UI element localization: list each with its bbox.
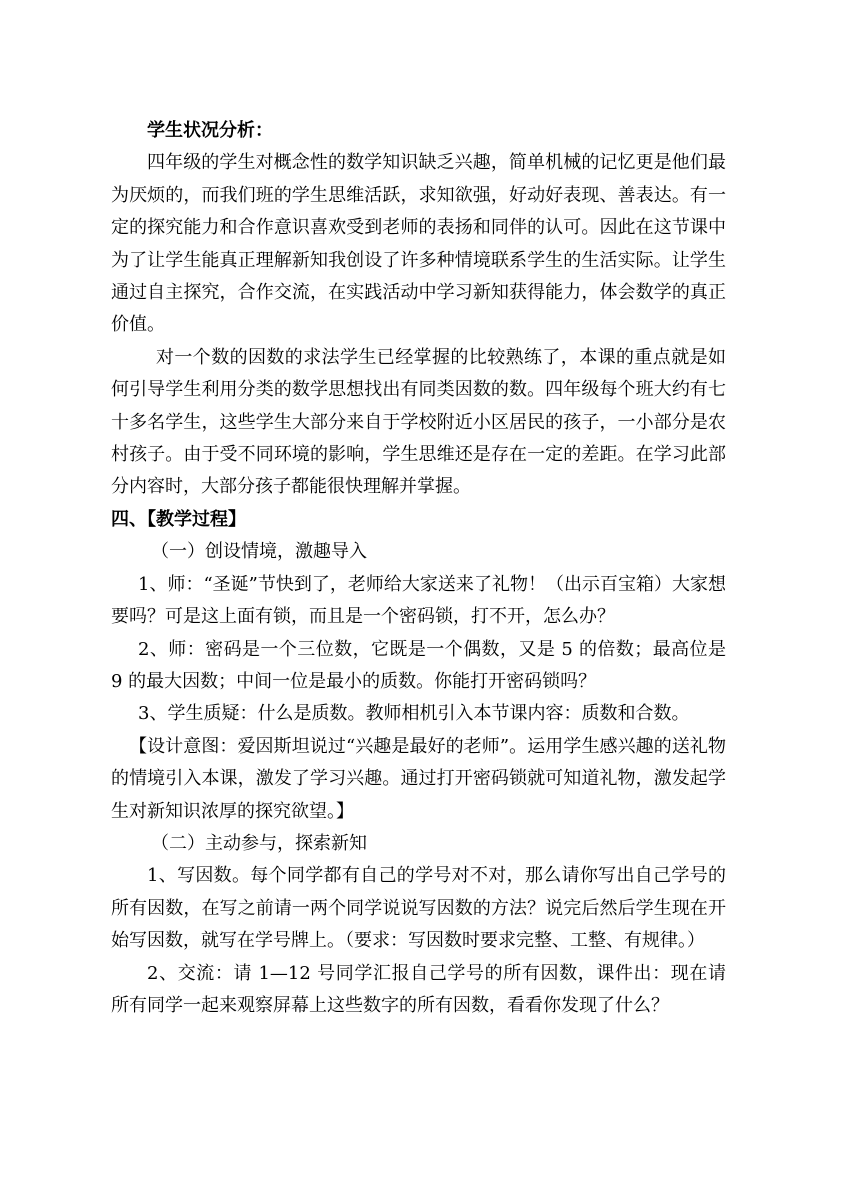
part-1-item-2: 2、师：密码是一个三位数，它既是一个偶数，又是 5 的倍数；最高位是 9 的最大因数；中间一位是最小的质数。你能打开密码锁吗？ [111, 638, 726, 692]
part-1-item-3: 3、学生质疑：什么是质数。教师相机引入本节课内容：质数和合数。 [138, 703, 690, 725]
part-1-item-1: 1、师：“圣诞”节快到了，老师给大家送来了礼物！（出示百宝箱）大家想要吗？可是这上面有锁，而且是一个密码锁，打不开，怎么办？ [111, 573, 726, 628]
document-body [111, 115, 726, 1022]
part-2-item-1: 1、写因数。每个同学都有自己的学号对不对，那么请你写出自己学号的所有因数，在写之前请一两个同学说说写因数的方法？说完后然后学生现在开始写因数，就写在学号牌上。（要求：写因数时要求完整、工整、有规律。） [111, 865, 726, 952]
design-intent: 【设计意图：爱因斯坦说过“兴趣是最好的老师”。运用学生感兴趣的送礼物的情境引入本课，激发了学习兴趣。通过打开密码锁就可知道礼物，激发起学生对新知识浓厚的探究欲望。】 [111, 735, 726, 822]
part-2-item-2: 2、交流：请 1—12 号同学汇报自己学号的所有因数，课件出：现在请所有同学一起来观察屏幕上这些数字的所有因数，看看你发现了什么？ [111, 962, 726, 1016]
part-2-heading: （二）主动参与，探索新知 [151, 832, 367, 854]
section-4-heading: 四、【教学过程】 [111, 508, 246, 530]
student-analysis-paragraph-2: 对一个数的因数的求法学生已经掌握的比较熟练了，本课的重点就是如何引导学生利用分类的数学思想找出有同类因数的数。四年级每个班大约有七十多名学生，这些学生大部分来自于学校附近小区居民的孩子，一小部分是农村孩子。由于受不同环境的影响，学生思维还是存在一定的差距。在学习此部分内容时，大部分孩子都能很快理解并掌握。 [111, 346, 726, 498]
part-1-heading: （一）创设情境，激趣导入 [151, 541, 367, 563]
student-analysis-paragraph-1: 四年级的学生对概念性的数学知识缺乏兴趣，简单机械的记忆更是他们最为厌烦的，而我们班的学生思维活跃，求知欲强，好动好表现、善表达。有一定的探究能力和合作意识喜欢受到老师的表扬和同伴的认可。因此在这节课中为了让学生能真正理解新知我创设了许多种情境联系学生的生活实际。让学生通过自主探究，合作交流，在实践活动中学习新知获得能力，体会数学的真正价值。 [111, 152, 726, 336]
student-analysis-heading: 学生状况分析： [147, 120, 273, 141]
